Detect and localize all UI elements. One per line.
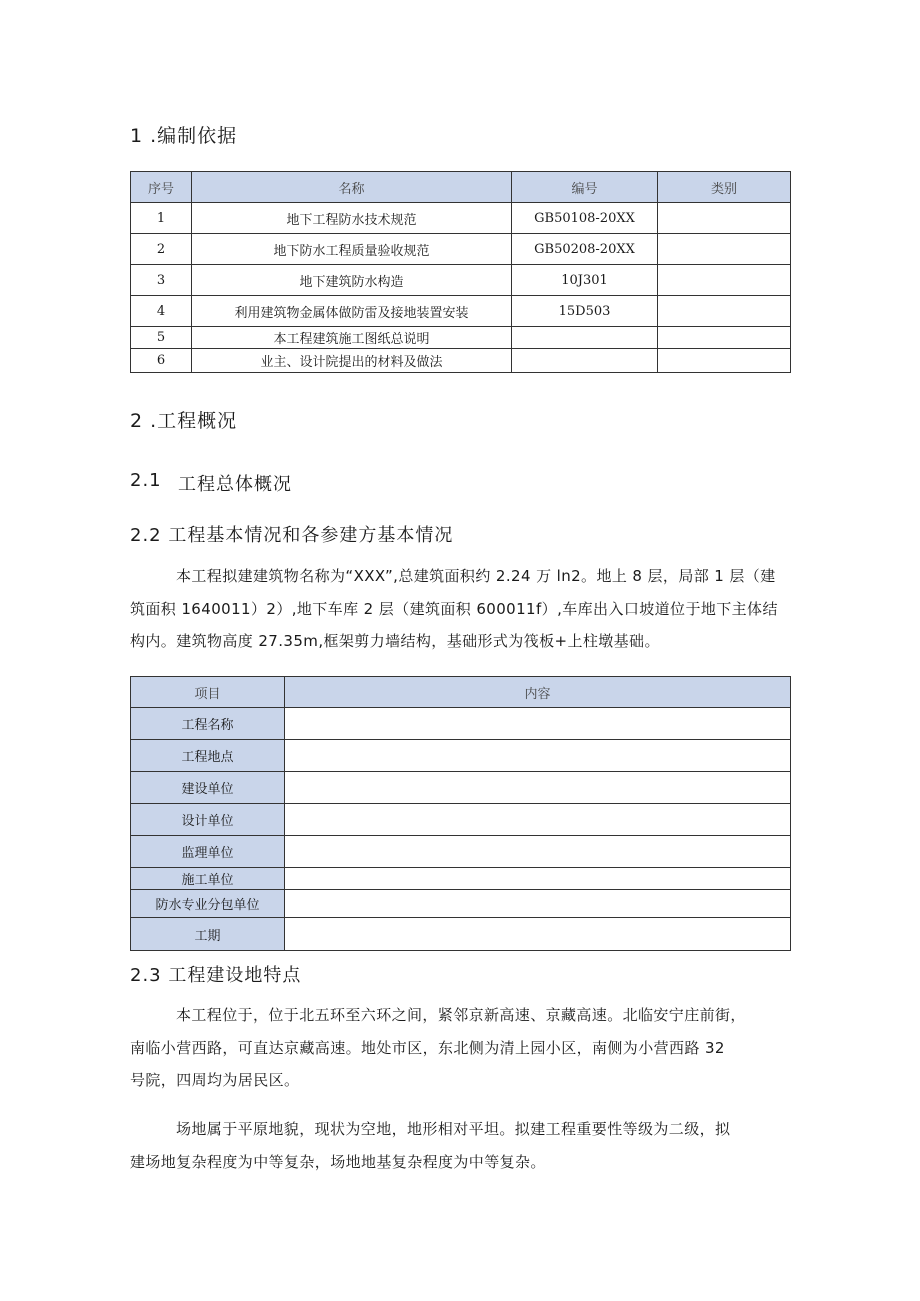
table-row (131, 708, 791, 740)
row-value (285, 918, 791, 951)
row-value (285, 772, 791, 804)
paragraph-line: 号院，四周均为居民区。 (130, 1071, 300, 1089)
row-code: 15D503 (512, 296, 658, 327)
paragraph-line: 南临小营西路，可直达京藏高速。地处市区，东北侧为清上园小区，南侧为小营西路 32 (130, 1038, 725, 1057)
row-name: 地下防水工程质量验收规范 (192, 234, 512, 265)
table-row (131, 327, 791, 349)
row-no: 2 (131, 234, 192, 265)
header-item: 项目 (131, 677, 285, 708)
table-row (131, 740, 791, 772)
row-category (658, 296, 791, 327)
paragraph-line: 场地属于平原地貌，现状为空地，地形相对平坦。拟建工程重要性等级为二级，拟 (176, 1120, 731, 1138)
row-value (285, 868, 791, 890)
table-row (131, 804, 791, 836)
header-no: 序号 (131, 172, 192, 203)
row-name: 本工程建筑施工图纸总说明 (192, 327, 512, 349)
row-label: 施工单位 (131, 868, 285, 890)
row-label: 工程地点 (131, 740, 285, 772)
table-row (131, 772, 791, 804)
row-category (658, 265, 791, 296)
row-name: 利用建筑物金属体做防雷及接地装置安装 (192, 296, 512, 327)
row-no: 1 (131, 203, 192, 234)
row-value (285, 890, 791, 918)
row-value (285, 708, 791, 740)
header-category: 类别 (658, 172, 791, 203)
section-2-3-title: 2.3 工程建设地特点 (130, 965, 302, 986)
table-row (131, 890, 791, 918)
row-no: 4 (131, 296, 192, 327)
header-code: 编号 (512, 172, 658, 203)
row-category (658, 327, 791, 349)
section-2-3-paragraph-2 (130, 1113, 800, 1178)
header-content: 内容 (285, 677, 791, 708)
table-row (131, 234, 791, 265)
row-value (285, 740, 791, 772)
table-row (131, 836, 791, 868)
section-2-title: 2 .工程概况 (130, 410, 238, 432)
table-row (131, 265, 791, 296)
row-no: 3 (131, 265, 192, 296)
paragraph-line: 本工程拟建建筑物名称为“XXX”,总建筑面积约 2.24 万 ln2。地上 8 层，局部 1 层（建 (176, 567, 776, 585)
table-row (131, 918, 791, 951)
paragraph-line: 构内。建筑物高度 27.35m,框架剪力墙结构，基础形式为筏板+上柱墩基础。 (130, 632, 660, 650)
table-row (131, 203, 791, 234)
table-row (131, 868, 791, 890)
row-name: 地下建筑防水构造 (192, 265, 512, 296)
section-2-1-number: 2.1 (130, 470, 162, 491)
row-category (658, 349, 791, 373)
row-no: 5 (131, 327, 192, 349)
row-code (512, 349, 658, 373)
row-label: 建设单位 (131, 772, 285, 804)
section-2-1-title: 工程总体概况 (178, 474, 292, 495)
row-label: 设计单位 (131, 804, 285, 836)
section-1-title: 1 .编制依据 (130, 125, 238, 147)
row-code: 10J301 (512, 265, 658, 296)
section-2-3-paragraph-1 (130, 999, 800, 1097)
row-name: 业主、设计院提出的材料及做法 (192, 349, 512, 373)
row-category (658, 234, 791, 265)
row-label: 工程名称 (131, 708, 285, 740)
paragraph-line: 建场地复杂程度为中等复杂，场地地基复杂程度为中等复杂。 (130, 1152, 546, 1171)
paragraph-line: 筑面积 1640011）2）,地下车库 2 层（建筑面积 600011f）,车库出入口坡道位于地下主体结 (130, 599, 778, 618)
row-code: GB50108-20XX (512, 203, 658, 234)
row-label: 防水专业分包单位 (131, 890, 285, 918)
header-name: 名称 (192, 172, 512, 203)
row-value (285, 804, 791, 836)
row-no: 6 (131, 349, 192, 373)
table-row (131, 349, 791, 373)
section-2-2-paragraph (130, 560, 800, 658)
project-info-table (130, 676, 791, 951)
table-row (131, 296, 791, 327)
row-label: 工期 (131, 918, 285, 951)
section-2-2-title: 2.2 工程基本情况和各参建方基本情况 (130, 525, 454, 546)
row-label: 监理单位 (131, 836, 285, 868)
row-category (658, 203, 791, 234)
basis-table (130, 171, 791, 373)
row-code (512, 327, 658, 349)
row-name: 地下工程防水技术规范 (192, 203, 512, 234)
row-value (285, 836, 791, 868)
paragraph-line: 本工程位于，位于北五环至六环之间，紧邻京新高速、京藏高速。北临安宁庄前街， (176, 1006, 746, 1024)
row-code: GB50208-20XX (512, 234, 658, 265)
